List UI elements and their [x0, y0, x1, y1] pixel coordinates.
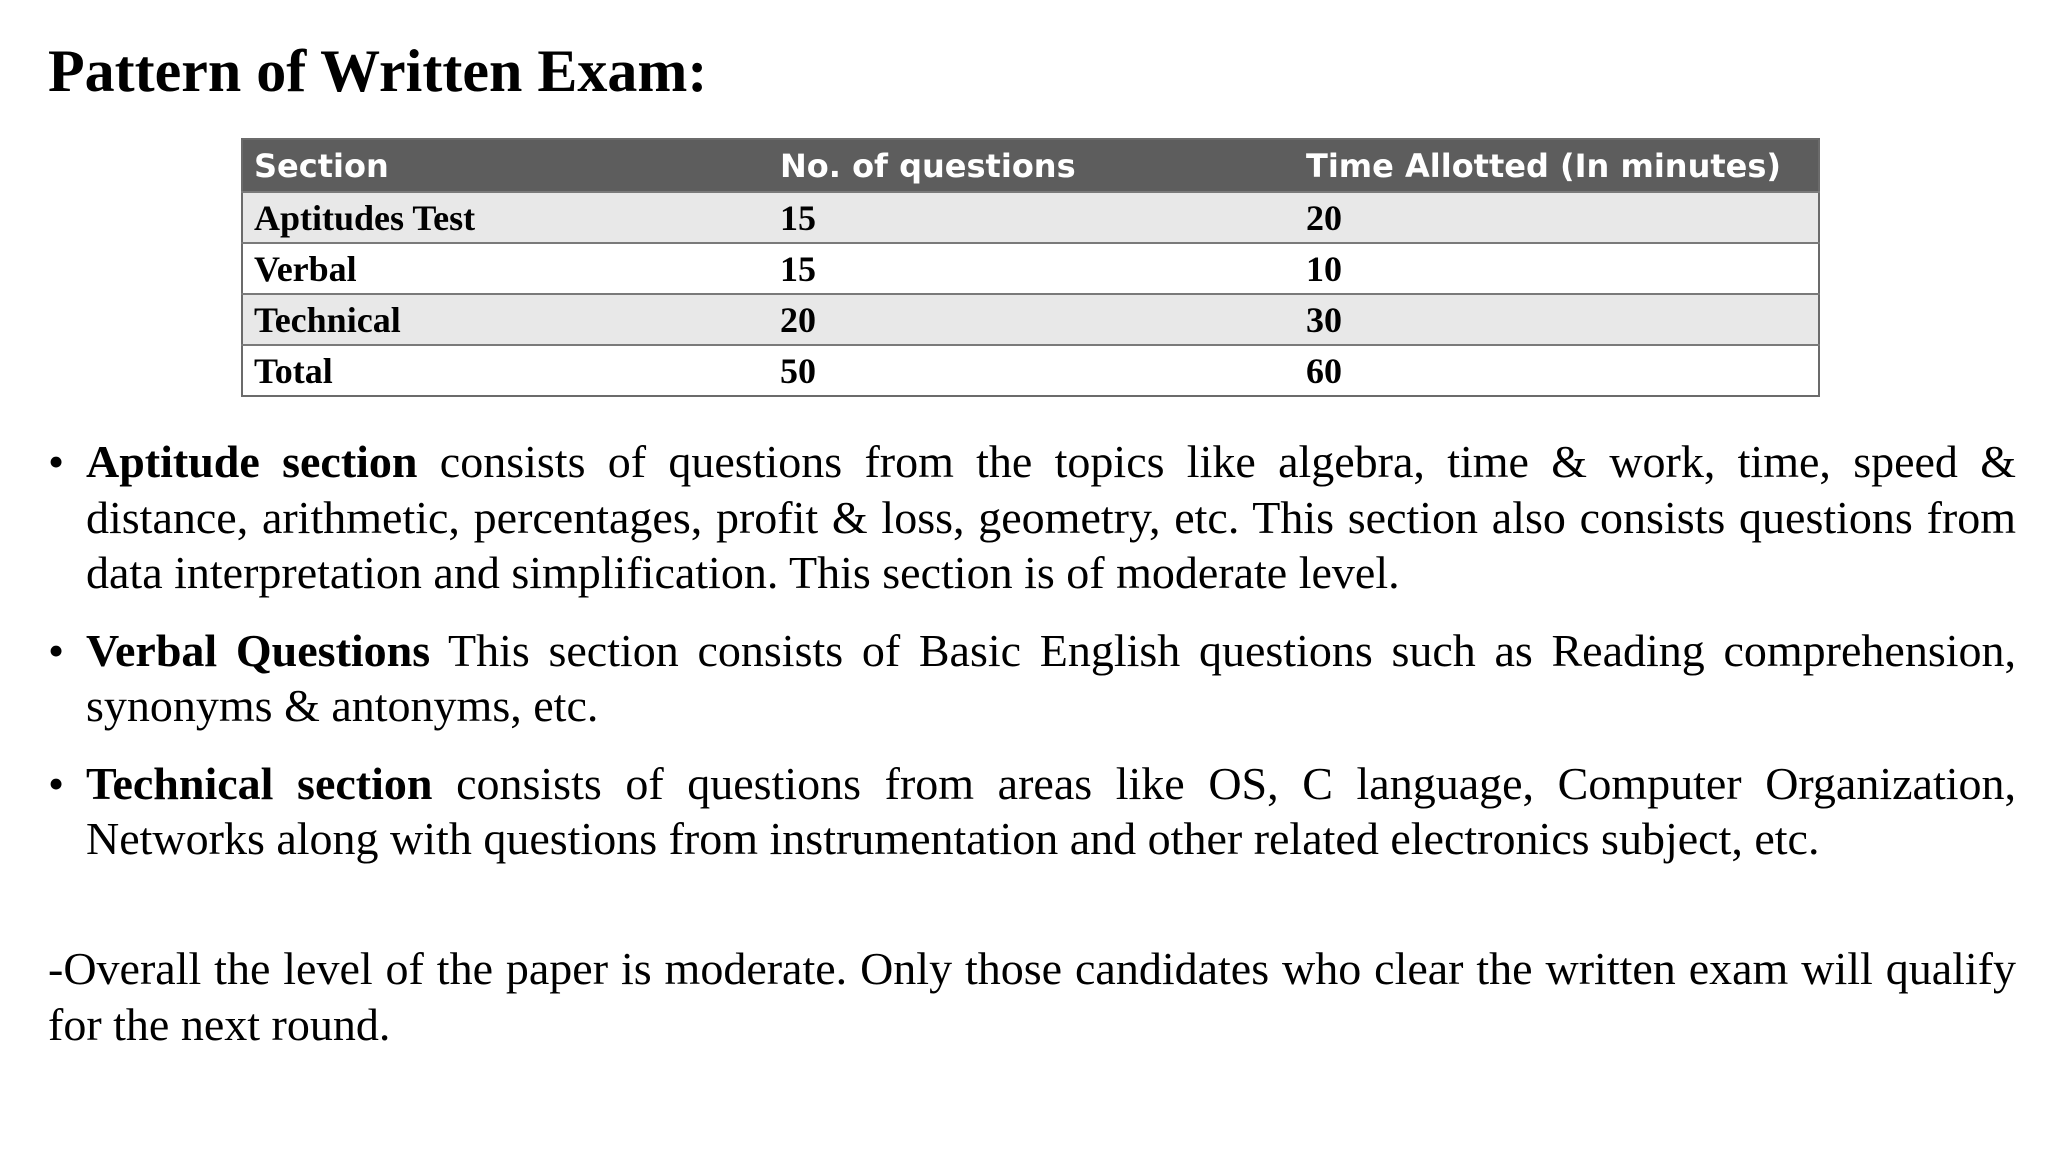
bullet-text: consists of questions from the topics like algebra, time & work, time, speed & distance, arithmetic, percentages, profit & loss, geometry, etc. This section also consists questions from data interpretation and simplification. This section is of moderate level. [86, 436, 2016, 598]
page-title: Pattern of Written Exam: [48, 38, 708, 104]
table-row [242, 243, 1819, 294]
bullet-icon: • [48, 436, 65, 487]
summary-paragraph: -Overall the level of the paper is moderate. Only those candidates who clear the written exam will qualify for the next round. [48, 943, 2016, 1050]
section-description-list [48, 434, 2016, 889]
bullet-heading: Aptitude section [86, 436, 418, 487]
cell-questions: 50 [769, 345, 1295, 396]
list-item-verbal [48, 623, 2016, 734]
cell-time: 10 [1295, 243, 1819, 294]
header-section: Section [242, 139, 769, 192]
cell-time: 30 [1295, 294, 1819, 345]
cell-section: Total [242, 345, 769, 396]
exam-pattern-table [241, 138, 1820, 397]
cell-section: Aptitudes Test [242, 192, 769, 243]
cell-time: 60 [1295, 345, 1819, 396]
bullet-icon: • [48, 757, 65, 809]
list-item-aptitude [48, 434, 2016, 601]
cell-questions: 15 [769, 243, 1295, 294]
table-row-total [242, 345, 1819, 396]
cell-time: 20 [1295, 192, 1819, 243]
cell-questions: 20 [769, 294, 1295, 345]
bullet-heading: Technical section [86, 757, 433, 809]
table-row [242, 192, 1819, 243]
table-row [242, 294, 1819, 345]
bullet-text: This section consists of Basic English questions such as Reading comprehension, synonyms & antonyms, etc. [86, 624, 2016, 731]
bullet-heading: Verbal Questions [86, 624, 431, 676]
cell-section: Verbal [242, 243, 769, 294]
list-item-technical [48, 756, 2016, 867]
bullet-text: consists of questions from areas like OS, C language, Computer Organization, Networks along with questions from instrumentation and other related electronics subject, etc. [86, 757, 2017, 864]
table-header-row [242, 139, 1819, 192]
cell-questions: 15 [769, 192, 1295, 243]
header-time-allotted: Time Allotted (In minutes) [1295, 139, 1819, 192]
cell-section: Technical [242, 294, 769, 345]
bullet-icon: • [48, 624, 65, 676]
header-no-of-questions: No. of questions [769, 139, 1295, 192]
